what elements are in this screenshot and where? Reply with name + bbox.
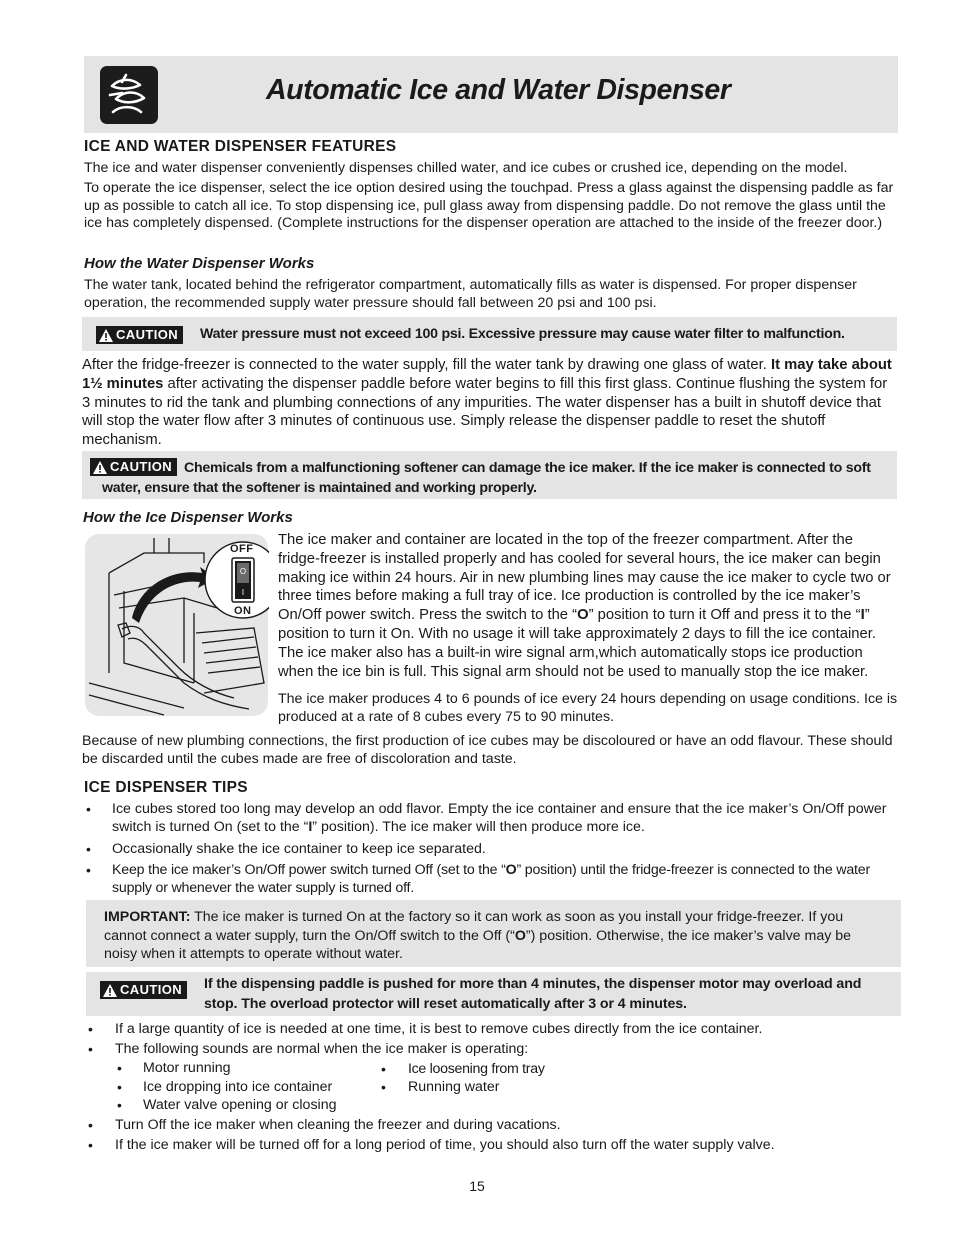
ice-paragraph-1 bbox=[278, 531, 898, 681]
tip-3-b: ” position) until the fridge-freezer is connected to the water supply or whenever the water supply is turned off. bbox=[112, 862, 870, 896]
water-paragraph-2-a: After the fridge-freezer is connected to the water supply, fill the water tank by drawing one glass of water. bbox=[82, 357, 771, 373]
page-number: 15 bbox=[469, 1178, 485, 1194]
features-paragraph-1: The ice and water dispenser conveniently dispenses chilled water, and ice cubes or crushed ice, depending on the model. bbox=[84, 160, 848, 176]
bullet: • bbox=[86, 841, 91, 857]
tips-heading: ICE DISPENSER TIPS bbox=[84, 779, 248, 796]
ice-i-mark: I bbox=[860, 607, 865, 624]
bullet: • bbox=[88, 1137, 93, 1153]
ice-paragraph-1-a: The ice maker and container are located in the top of the freezer compartment. After the fridge-freezer is installed properly and has cooled for several hours, the ice maker can begin making ice within 24 hours. Air in new plumbing lines may cause the ice maker to cycle two or three times before making a full tray of ice. Ice production is controlled by the ice maker’s On/Off power switch. Press the switch to the “ bbox=[278, 532, 891, 624]
ice-maker-illustration bbox=[84, 533, 269, 717]
bullet: • bbox=[381, 1079, 386, 1095]
caution-box-1 bbox=[82, 317, 897, 351]
ice-water-icon bbox=[100, 66, 158, 124]
bullet: • bbox=[117, 1097, 122, 1113]
bullet: • bbox=[86, 801, 91, 817]
sound-item: Ice dropping into ice container bbox=[143, 1079, 333, 1095]
ice-paragraph-3: Because of new plumbing connections, the first production of ice cubes may be discoloured or have an odd flavour. These should be discarded until the cubes made are free of discoloration and taste. bbox=[82, 733, 893, 767]
tip-1-b: ” position). The ice maker will then produce more ice. bbox=[312, 818, 645, 835]
switch-o-mark: O bbox=[239, 567, 247, 576]
important-text bbox=[104, 908, 884, 964]
water-paragraph-2 bbox=[82, 356, 898, 450]
caution-text-1: Water pressure must not exceed 100 psi. Excessive pressure may cause water filter to malfunction. bbox=[200, 326, 845, 342]
bullet: • bbox=[117, 1079, 122, 1095]
important-text-b: ”) position. Otherwise, the ice maker’s valve may be noisy when it attempts to operate without water. bbox=[104, 927, 852, 962]
tip-3 bbox=[112, 862, 902, 897]
tip-1-i-mark: I bbox=[308, 818, 313, 835]
tip-3-o-mark: O bbox=[505, 862, 517, 878]
important-text-a: The ice maker is turned On at the factory so it can work as soon as you install your fridge-freezer. If you cannot connect a water supply, turn the On/Off switch to the Off (“ bbox=[104, 909, 844, 944]
ice-o-mark: O bbox=[577, 607, 589, 624]
bullet: • bbox=[86, 862, 91, 878]
tip-5: The following sounds are normal when the ice maker is operating: bbox=[115, 1041, 529, 1057]
sound-item: Water valve opening or closing bbox=[143, 1097, 337, 1113]
switch-i-mark: I bbox=[241, 588, 245, 597]
water-paragraph-1: The water tank, located behind the refrigerator compartment, automatically fills as water is dispensed. For proper dispenser operation, the recommended supply water pressure should fall between 20 psi and 100 psi. bbox=[84, 277, 857, 311]
ice-heading: How the Ice Dispenser Works bbox=[83, 509, 293, 526]
important-o-mark: O bbox=[514, 927, 526, 944]
tip-7: If the ice maker will be turned off for a long period of time, you should also turn off the water supply valve. bbox=[115, 1137, 775, 1153]
bullet: • bbox=[88, 1117, 93, 1133]
sound-item: Motor running bbox=[143, 1060, 231, 1076]
features-paragraph-2: To operate the ice dispenser, select the ice option desired using the touchpad. Press a glass against the dispensing paddle as far up as possible to catch all ice. To stop dispensing ice, pull glass away from dispensing paddle. Do not remove the glass until the ice has completely dispensed. (Complete instructions for the dispenser operation are attached to the inside of the freezer door.) bbox=[84, 180, 894, 231]
caution-badge bbox=[96, 326, 183, 344]
switch-off-label: OFF bbox=[230, 543, 254, 555]
tip-1-a: Ice cubes stored too long may develop an odd flavor. Empty the ice container and ensure that the ice maker’s On/Off power switch is turned On (set to the “ bbox=[112, 801, 887, 835]
water-heading: How the Water Dispenser Works bbox=[84, 255, 315, 272]
important-label: IMPORTANT: bbox=[104, 909, 191, 925]
important-box bbox=[86, 900, 901, 967]
bullet: • bbox=[88, 1041, 93, 1057]
warning-icon bbox=[103, 984, 117, 997]
switch-on-label: ON bbox=[234, 605, 252, 617]
bullet: • bbox=[88, 1021, 93, 1037]
page-title: Automatic Ice and Water Dispenser bbox=[266, 74, 731, 106]
bullet: • bbox=[117, 1060, 122, 1076]
tip-6: Turn Off the ice maker when cleaning the freezer and during vacations. bbox=[115, 1117, 561, 1133]
bullet: • bbox=[381, 1061, 386, 1077]
caution-text-3: If the dispensing paddle is pushed for more than 4 minutes, the dispenser motor may overload and stop. The overload protector will reset automatically after 3 or 4 minutes. bbox=[204, 976, 862, 1012]
tip-2: Occasionally shake the ice container to keep ice separated. bbox=[112, 841, 486, 857]
caution-badge bbox=[100, 981, 187, 999]
tip-1 bbox=[112, 801, 898, 836]
caution-box-2 bbox=[82, 451, 897, 499]
tip-4: If a large quantity of ice is needed at one time, it is best to remove cubes directly from the ice container. bbox=[115, 1021, 763, 1037]
sound-item: Ice loosening from tray bbox=[408, 1061, 545, 1077]
caution-label: CAUTION bbox=[110, 459, 173, 474]
ice-paragraph-1-b: ” position to turn it Off and press it to the “ bbox=[588, 607, 861, 624]
features-heading: ICE AND WATER DISPENSER FEATURES bbox=[84, 138, 397, 155]
caution-text-2: Chemicals from a malfunctioning softener can damage the ice maker. If the ice maker is connected to soft water, ensure that the softener is maintained and working properly. bbox=[102, 460, 871, 496]
caution-label: CAUTION bbox=[120, 982, 183, 997]
caution-label: CAUTION bbox=[116, 327, 179, 342]
ice-paragraph-1-c: ” position to turn it On. With no usage it will take approximately 2 days to fill the ice container. The ice maker also has a built-in wire signal arm,which automatically stops ice production when the ice bin is full. This signal arm should not be used to manually stop the ice maker. bbox=[278, 607, 876, 680]
water-paragraph-2-bold: It may take about 1½ minutes bbox=[82, 357, 892, 392]
ice-paragraph-2: The ice maker produces 4 to 6 pounds of ice every 24 hours depending on usage conditions. Ice is produced at a rate of 8 cubes every 75 to 90 minutes. bbox=[278, 691, 898, 725]
tip-3-a: Keep the ice maker’s On/Off power switch turned Off (set to the “ bbox=[112, 862, 506, 878]
sound-item: Running water bbox=[408, 1079, 500, 1095]
warning-icon bbox=[99, 329, 113, 342]
water-paragraph-2-b: after activating the dispenser paddle before water begins to fill this first glass. Continue flushing the system for 3 minutes to rid the tank and plumbing connections of any impurities. The water dispenser has a built in shutoff device that will stop the water flow after 3 minutes of continuous use. Simply release the dispenser paddle to reset the shutoff mechanism. bbox=[82, 375, 888, 449]
caution-box-3 bbox=[86, 972, 901, 1016]
